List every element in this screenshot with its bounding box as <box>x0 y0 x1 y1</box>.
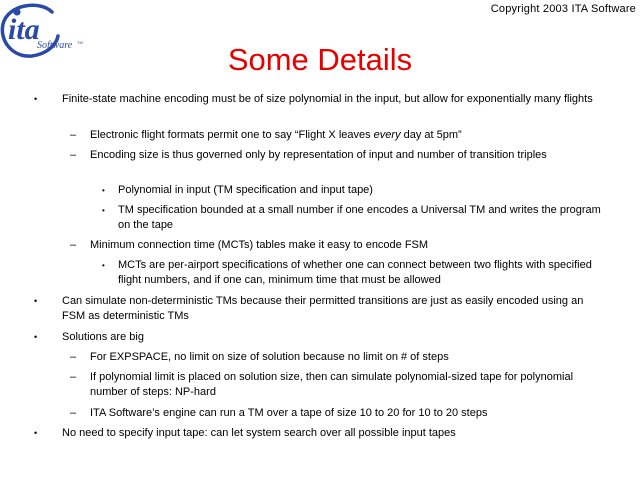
sub-point-text: Minimum connection time (MCTs) tables make it easy to encode FSM <box>90 239 429 251</box>
dot-marker: • <box>102 186 105 195</box>
sub-sub-point-text: Polynomial in input (TM specification and input tape) <box>118 184 373 196</box>
logo-letters: ita <box>8 13 40 46</box>
bullet-text: No need to specify input tape: can let system search over all possible input tapes <box>62 427 456 439</box>
dash-marker: – <box>70 351 77 363</box>
sub-point-text-emphasis: every <box>373 129 401 141</box>
bullet-marker: • <box>34 332 38 342</box>
sub-point-text <box>90 128 610 143</box>
dash-marker: – <box>70 129 77 141</box>
dash-marker: – <box>70 407 77 419</box>
copyright-text: Copyright 2003 ITA Software <box>490 3 636 15</box>
dash-marker: – <box>70 371 77 383</box>
bullet-marker: • <box>34 428 38 438</box>
slide-title: Some Details <box>227 42 413 77</box>
dot-marker: • <box>102 261 105 270</box>
bullet-text: Can simulate non-deterministic TMs because their permitted transitions are just as easily encoded using an FSM as deterministic TMs <box>62 295 584 322</box>
dot-marker: • <box>102 206 105 215</box>
bullet-text: Solutions are big <box>62 331 144 343</box>
bullet-marker: • <box>34 296 38 306</box>
sub-sub-point-text: TM specification bounded at a small number if one encodes a Universal TM and writes the program on the tape <box>118 204 601 231</box>
logo-trademark: TM <box>77 40 83 45</box>
sub-point-text-pre: Electronic flight formats permit one to say “Flight X leaves <box>90 129 374 141</box>
dash-marker: – <box>70 149 77 161</box>
sub-point-text-post: day at 5pm” <box>400 129 462 141</box>
bullet-marker: • <box>34 94 38 104</box>
logo-software: Software <box>37 40 73 51</box>
bullet-text: Finite-state machine encoding must be of size polynomial in the input, but allow for exponentially many flights <box>62 93 593 105</box>
sub-sub-point-text: MCTs are per-airport specifications of whether one can connect between two flights with specified flight numbers, and if one can, minimum time that must be allowed <box>118 259 592 286</box>
sub-point-text: Encoding size is thus governed only by representation of input and number of transition triples <box>90 149 547 161</box>
dash-marker: – <box>70 239 77 251</box>
sub-point-text: For EXPSPACE, no limit on size of solution because no limit on # of steps <box>90 351 449 363</box>
sub-point-text: If polynomial limit is placed on solution size, then can simulate polynomial-sized tape for polynomial number of steps: NP-hard <box>90 371 574 398</box>
sub-point-text: ITA Software’s engine can run a TM over a tape of size 10 to 20 for 10 to 20 steps <box>90 407 488 419</box>
